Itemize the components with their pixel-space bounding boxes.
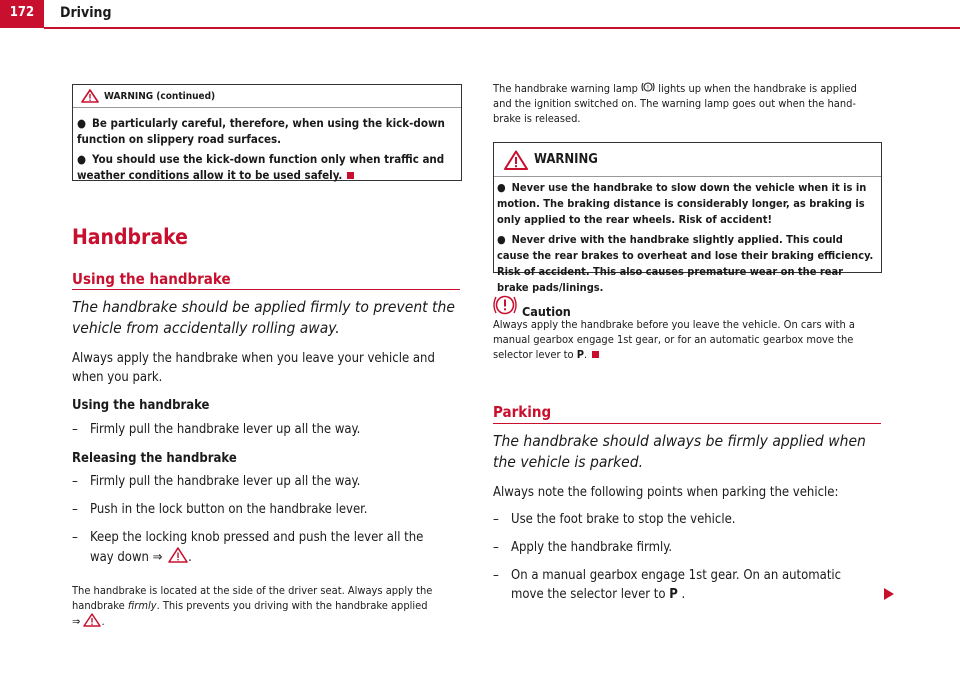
warning-continued-box: [72, 84, 462, 181]
step-item: – Firmly pull the handbrake lever up all the way.: [72, 474, 361, 489]
parking-step: – Use the foot brake to stop the vehicle.: [493, 512, 736, 527]
caution-title: Caution: [522, 304, 571, 319]
parking-heading: Parking: [493, 403, 552, 421]
warning-header: [494, 143, 881, 177]
warning-lamp-paragraph: The handbrake warning lamp ! lights up when the handbrake is applied and the ignition switched on. The warning lamp goes out when the hand-brake is released.: [493, 82, 857, 125]
parking-rule: [493, 423, 881, 424]
parking-step: – On a manual gearbox engage 1st gear. On an automatic move the selector lever to P .: [493, 568, 842, 602]
warning-bullet: ● Never drive with the handbrake slightly applied. This could cause the rear brakes to overheat and lose their braking efficiency. Risk of accident. This also causes premature wear on the rear brake pads/linings.: [497, 233, 874, 294]
warning-box: [493, 142, 882, 294]
handbrake-note: The handbrake is located at the side of the driver seat. Always apply the handbrake firmly. This prevents you driving with the handbrake applied ⇒ .: [72, 584, 433, 628]
parking-body: Always note the following points when parking the vehicle:: [493, 485, 839, 500]
page-number: 172: [0, 0, 44, 28]
warning-continued-header: [73, 85, 461, 108]
subsection-intro: The handbrake should be applied firmly to prevent the vehicle from accidentally rolling away.: [72, 298, 455, 337]
warning-continued-bullet: ● Be particularly careful, therefore, when using the kick-down function on slippery road surfaces.: [77, 116, 445, 146]
stop-square-icon: [592, 351, 599, 358]
step-item: – Firmly pull the handbrake lever up all the way.: [72, 422, 361, 437]
svg-text:!: !: [646, 84, 650, 92]
subsection-rule: [72, 289, 460, 290]
warning-title: WARNING: [534, 152, 598, 167]
warning-triangle-icon: [168, 547, 188, 563]
parking-step: – Apply the handbrake firmly.: [493, 540, 673, 555]
subsection-heading: Using the handbrake: [72, 270, 231, 288]
page-title: Driving: [60, 5, 112, 21]
caution-text: Always apply the handbrake before you leave the vehicle. On cars with a manual gearbox engage 1st gear, or for an automatic gearbox move the selector lever to P.: [493, 318, 855, 361]
header-rule: [44, 27, 960, 29]
body-paragraph: Always apply the handbrake when you leave your vehicle and when you park.: [72, 351, 435, 385]
caution-icon: [493, 295, 517, 315]
warning-triangle-icon: [83, 613, 101, 627]
parking-intro: The handbrake should always be firmly applied when the vehicle is parked.: [493, 432, 866, 471]
step-item: – Push in the lock button on the handbrake lever.: [72, 502, 368, 517]
using-label: Using the handbrake: [72, 398, 210, 413]
releasing-label: Releasing the handbrake: [72, 451, 237, 466]
warning-triangle-icon: [504, 150, 528, 170]
warning-triangle-icon: [81, 89, 99, 103]
handbrake-lamp-icon: [641, 81, 655, 93]
warning-bullet: ● Never use the handbrake to slow down the vehicle when it is in motion. The braking distance is considerably longer, as braking is only applied to the rear wheels. Risk of accident!: [497, 181, 867, 226]
section-title: Handbrake: [72, 225, 188, 249]
caution-heading: [493, 290, 571, 319]
stop-square-icon: [347, 172, 354, 179]
continue-arrow-icon: [884, 588, 894, 600]
step-item: – Keep the locking knob pressed and push the lever all the way down ⇒ .: [72, 530, 424, 565]
warning-continued-bullet: ● You should use the kick-down function only when traffic and weather conditions allow it to be used safely.: [77, 152, 445, 182]
warning-continued-title: WARNING (continued): [104, 90, 216, 102]
